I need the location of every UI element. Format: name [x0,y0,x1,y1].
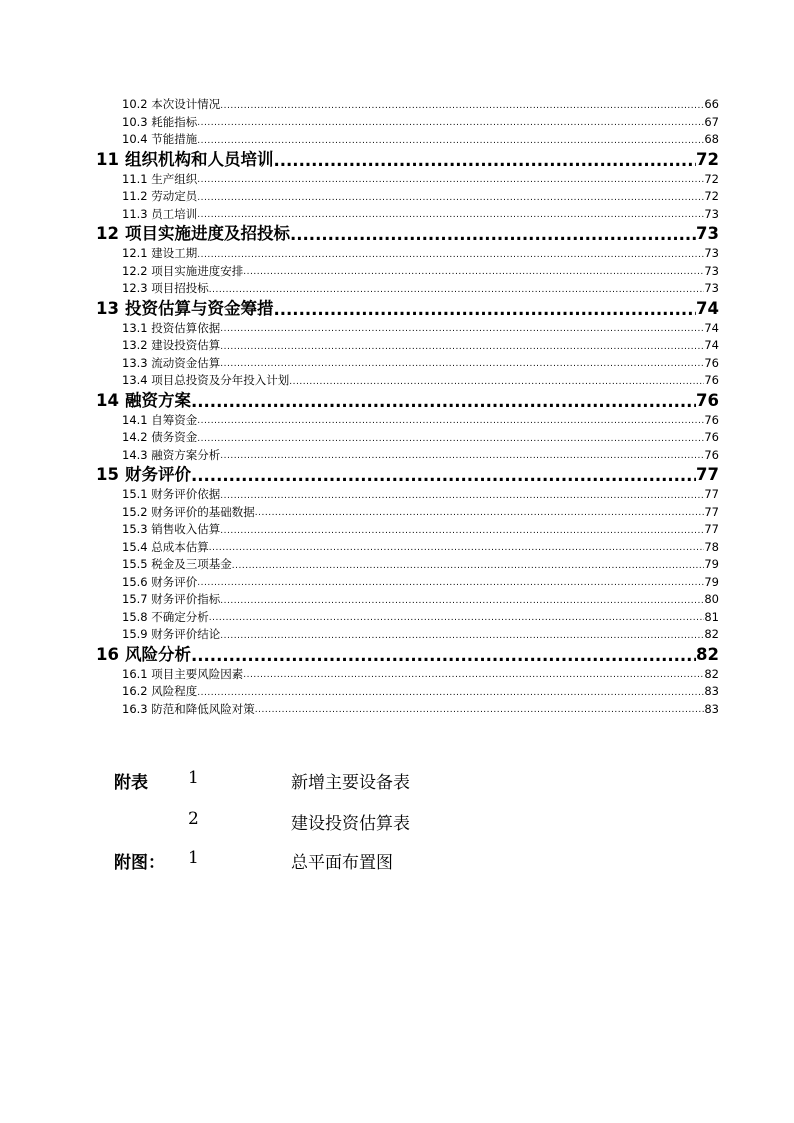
toc-page-number: 76 [704,355,719,370]
toc-entry-number: 15.6 [122,574,148,589]
attachment-number: 2 [188,809,199,829]
toc-entry-title: 风险分析 [125,644,191,664]
dot-leader [197,116,704,131]
toc-entry-number: 11.1 [122,171,148,186]
toc-entry-number: 15.9 [122,627,148,641]
dot-leader [220,357,704,372]
toc-subsection-row[interactable] [122,96,719,114]
toc-entry-number: 11.2 [122,189,148,203]
toc-entry-label [96,644,191,666]
toc-entry-number: 13.1 [122,320,148,335]
table-of-contents [0,96,794,718]
toc-page-number: 73 [696,224,719,243]
attachment-label: 附表 [114,773,148,793]
toc-entry-label [122,521,220,539]
toc-subsection-row[interactable] [122,337,719,355]
toc-subsection-row[interactable] [122,666,719,684]
toc-page-number: 73 [704,206,719,221]
toc-entry-number: 16.3 [122,701,148,716]
toc-entry-title: 耗能指标 [151,114,198,129]
toc-page-number: 77 [704,522,719,536]
toc-entry-title: 建设工期 [151,246,198,260]
toc-entry-number: 10.4 [122,132,148,146]
toc-entry-label [122,280,209,298]
dot-leader [220,594,704,609]
toc-entry-title: 项目总投资及分年投入计划 [151,373,290,387]
toc-subsection-row[interactable] [122,114,719,132]
toc-entry-label [122,429,197,447]
toc-section-row[interactable] [96,464,719,486]
toc-entry-number: 13.2 [122,338,148,352]
toc-entry-label [122,355,220,373]
toc-page-number: 79 [704,557,719,571]
toc-section-row[interactable] [96,223,719,245]
toc-entry-number: 16 [96,644,119,664]
toc-subsection-row[interactable] [122,574,719,592]
toc-subsection-row[interactable] [122,486,719,504]
toc-entry-label [96,149,274,171]
toc-entry-number: 12.1 [122,246,148,260]
toc-entry-number: 10.2 [122,97,148,111]
toc-subsection-row[interactable] [122,372,719,390]
attachment-number: 1 [188,848,199,868]
toc-page-number: 74 [696,298,719,318]
toc-subsection-row[interactable] [122,206,719,224]
toc-entry-title: 生产组织 [151,171,198,186]
toc-entry-title: 融资方案 [125,390,191,410]
toc-subsection-row[interactable] [122,701,719,719]
toc-entry-number: 15.1 [122,487,148,501]
toc-entry-title: 投资估算与资金筹措 [125,298,274,318]
dot-leader [220,629,704,644]
toc-entry-title: 投资估算依据 [151,320,221,335]
dot-leader [220,340,704,355]
toc-page-number: 68 [704,132,719,146]
dot-leader [232,559,705,574]
toc-entry-title: 融资方案分析 [151,447,221,462]
attachment-title: 总平面布置图 [291,853,393,873]
toc-subsection-row[interactable] [122,539,719,557]
dot-leader [197,432,704,447]
dot-leader [220,489,704,504]
toc-page-number: 76 [704,412,719,427]
toc-page-number: 79 [704,574,719,589]
toc-page-number: 73 [704,281,719,295]
toc-page-number: 77 [696,465,719,484]
toc-entry-title: 员工培训 [151,206,198,221]
toc-entry-number: 12 [96,224,119,243]
toc-page-number: 83 [704,701,719,716]
toc-page-number: 77 [704,504,719,519]
toc-entry-number: 11.3 [122,206,148,221]
toc-page-number: 82 [704,666,719,681]
toc-page-number: 76 [704,447,719,462]
toc-entry-label [122,96,220,114]
toc-subsection-row[interactable] [122,263,719,281]
dot-leader [191,466,696,486]
toc-section-row[interactable] [96,390,719,412]
toc-page-number: 67 [704,114,719,129]
dot-leader [197,191,704,206]
attachment-title: 新增主要设备表 [291,773,410,793]
toc-entry-label [122,539,209,557]
toc-entry-title: 财务评价指标 [151,592,221,606]
toc-page-number: 73 [704,263,719,278]
toc-entry-number: 15.7 [122,592,148,606]
toc-entry-label [122,263,243,281]
toc-entry-label [122,556,232,574]
toc-entry-title: 税金及三项基金 [151,557,232,571]
toc-entry-label [122,609,209,627]
toc-subsection-row[interactable] [122,447,719,465]
toc-page-number: 80 [704,592,719,606]
toc-entry-title: 项目招投标 [151,281,209,295]
toc-entry-number: 15.2 [122,504,148,519]
dot-leader [243,668,704,683]
toc-entry-title: 项目实施进度及招投标 [125,224,290,243]
toc-subsection-row[interactable] [122,320,719,338]
toc-entry-title: 不确定分析 [151,609,209,624]
toc-page-number: 72 [704,189,719,203]
toc-page-number: 74 [704,338,719,352]
toc-subsection-row[interactable] [122,245,719,263]
toc-page-number: 82 [704,627,719,641]
toc-subsection-row[interactable] [122,504,719,522]
toc-entry-label [122,504,255,522]
attachment-title: 建设投资估算表 [291,814,410,834]
toc-entry-label [122,114,197,132]
dot-leader [220,449,704,464]
toc-subsection-row[interactable] [122,556,719,574]
toc-section-row[interactable] [96,644,719,666]
attachment-number: 1 [188,768,199,788]
toc-entry-number: 13.3 [122,355,148,370]
dot-leader [274,300,697,320]
toc-entry-title: 财务评价依据 [151,487,221,501]
toc-entry-label [122,320,220,338]
toc-entry-number: 16.2 [122,684,148,698]
toc-entry-title: 财务评价 [151,574,198,589]
dot-leader [197,173,704,188]
dot-leader [274,151,697,171]
toc-subsection-row[interactable] [122,609,719,627]
dot-leader [191,392,696,412]
toc-entry-title: 财务评价的基础数据 [151,504,255,519]
toc-page-number: 81 [704,609,719,624]
dot-leader [220,99,704,114]
toc-entry-number: 15 [96,465,119,484]
toc-page-number: 66 [704,97,719,111]
toc-entry-title: 节能措施 [151,132,198,146]
toc-entry-number: 14 [96,390,119,410]
dot-leader [197,134,704,149]
toc-entry-title: 财务评价 [125,465,191,484]
dot-leader [220,322,704,337]
toc-subsection-row[interactable] [122,412,719,430]
toc-entry-number: 13 [96,298,119,318]
attachment-label: 附图： [114,853,165,873]
toc-entry-number: 15.4 [122,539,148,554]
toc-entry-title: 债务资金 [151,430,198,444]
dot-leader [197,576,704,591]
toc-subsection-row[interactable] [122,131,719,149]
toc-entry-number: 11 [96,149,119,169]
toc-page-number: 74 [704,320,719,335]
toc-subsection-row[interactable] [122,429,719,447]
dot-leader [197,208,704,223]
toc-entry-title: 组织机构和人员培训 [125,149,274,169]
toc-entry-number: 12.3 [122,281,148,295]
toc-entry-title: 总成本估算 [151,539,209,554]
toc-page-number: 82 [696,644,719,664]
dot-leader [255,703,705,718]
toc-page-number: 76 [704,373,719,387]
toc-entry-title: 销售收入估算 [151,522,221,536]
toc-entry-label [122,206,197,224]
toc-entry-label [122,337,220,355]
toc-entry-number: 12.2 [122,263,148,278]
toc-section-row[interactable] [96,298,719,320]
toc-entry-label [122,412,197,430]
toc-entry-label [122,447,220,465]
toc-subsection-row[interactable] [122,521,719,539]
toc-entry-title: 建设投资估算 [151,338,221,352]
toc-page-number: 72 [696,149,719,169]
toc-subsection-row[interactable] [122,188,719,206]
toc-page-number: 72 [704,171,719,186]
toc-entry-label [122,188,197,206]
toc-page-number: 73 [704,246,719,260]
toc-entry-title: 自筹资金 [151,412,198,427]
dot-leader [255,506,705,521]
dot-leader [209,611,705,626]
toc-entry-number: 14.3 [122,447,148,462]
toc-entry-label [96,298,274,320]
toc-entry-label [122,245,197,263]
toc-entry-number: 14.1 [122,412,148,427]
dot-leader [290,225,696,245]
toc-entry-number: 15.3 [122,522,148,536]
dot-leader [197,686,704,701]
toc-entry-label [122,372,289,390]
toc-entry-label [122,626,220,644]
toc-subsection-row[interactable] [122,626,719,644]
toc-page-number: 76 [704,430,719,444]
toc-entry-label [122,131,197,149]
toc-entry-title: 风险程度 [151,684,198,698]
toc-entry-label [122,701,255,719]
toc-page-number: 83 [704,684,719,698]
toc-section-row[interactable] [96,149,719,171]
toc-entry-title: 防范和降低风险对策 [151,701,255,716]
toc-subsection-row[interactable] [122,355,719,373]
toc-entry-label [96,464,191,486]
toc-subsection-row[interactable] [122,171,719,189]
toc-entry-title: 财务评价结论 [151,627,221,641]
toc-entry-number: 16.1 [122,666,148,681]
toc-page-number: 76 [696,390,719,410]
dot-leader [197,248,704,263]
dot-leader [191,646,696,666]
dot-leader [197,414,704,429]
toc-entry-number: 10.3 [122,114,148,129]
toc-entry-number: 15.5 [122,557,148,571]
toc-subsection-row[interactable] [122,683,719,701]
toc-entry-label [122,683,197,701]
dot-leader [209,541,705,556]
toc-entry-label [122,574,197,592]
toc-entry-title: 项目主要风险因素 [151,666,244,681]
toc-entry-number: 13.4 [122,373,148,387]
toc-entry-title: 项目实施进度安排 [151,263,244,278]
toc-entry-title: 本次设计情况 [151,97,221,111]
toc-page-number: 78 [704,539,719,554]
toc-entry-number: 14.2 [122,430,148,444]
toc-entry-label [122,666,243,684]
toc-entry-label [96,390,191,412]
toc-subsection-row[interactable] [122,591,719,609]
toc-page-number: 77 [704,487,719,501]
toc-entry-number: 15.8 [122,609,148,624]
toc-entry-label [122,486,220,504]
dot-leader [220,524,704,539]
dot-leader [243,265,704,280]
toc-entry-label [122,591,220,609]
toc-subsection-row[interactable] [122,280,719,298]
toc-entry-label [96,223,290,245]
toc-entry-label [122,171,197,189]
dot-leader [289,375,704,390]
toc-entry-title: 流动资金估算 [151,355,221,370]
toc-entry-title: 劳动定员 [151,189,198,203]
dot-leader [209,283,705,298]
